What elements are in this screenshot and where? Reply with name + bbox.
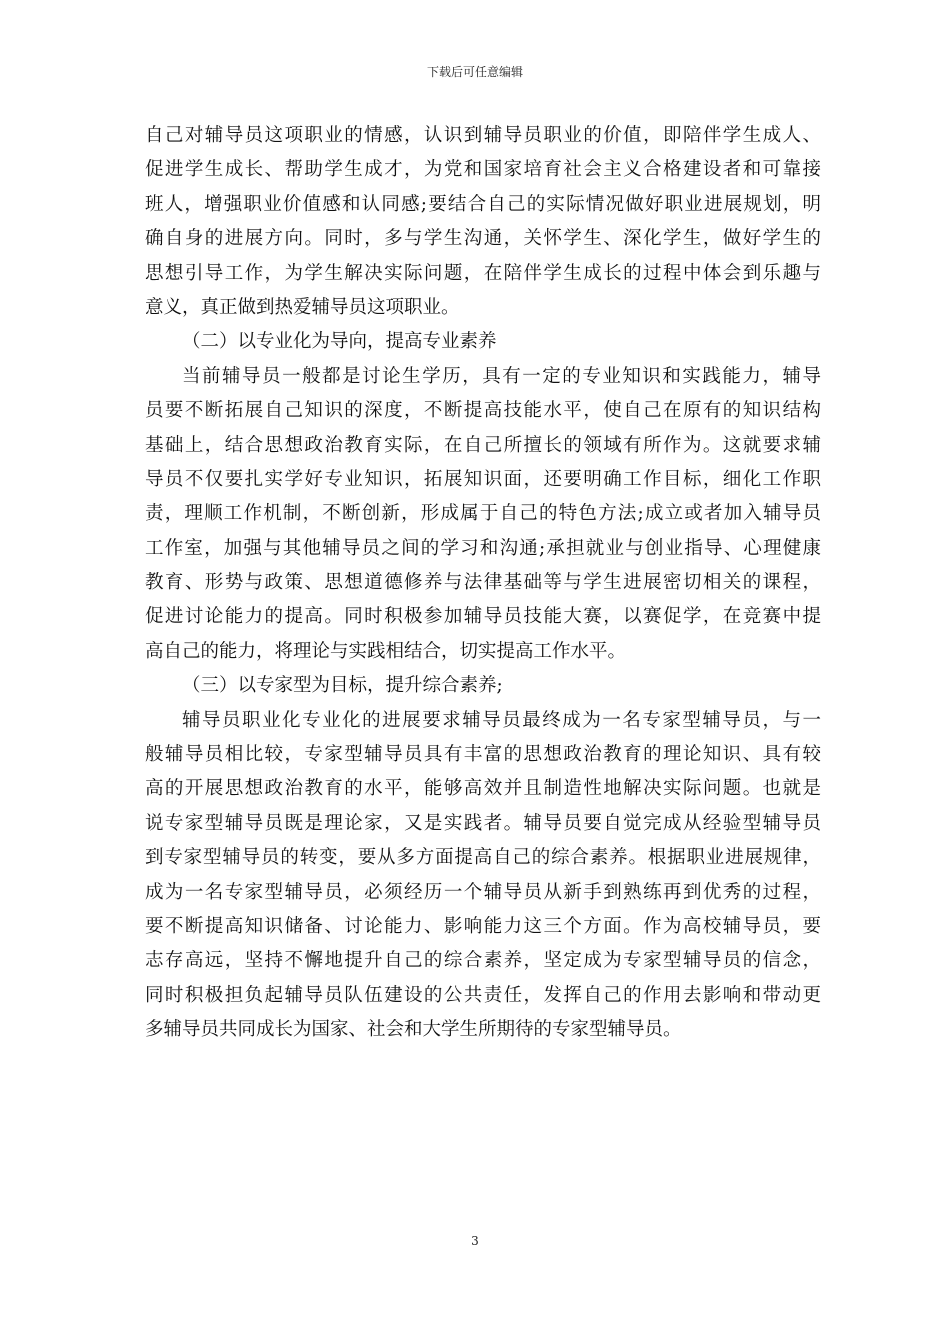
text-line: 高自己的能力，将理论与实践相结合，切实提高工作水平。: [145, 640, 627, 662]
text-line: 确自身的进展方向。同时，多与学生沟通，关怀学生、深化学生，做好学生的: [145, 228, 821, 250]
text-line: 员要不断拓展自己知识的深度，不断提高技能水平，使自己在原有的知识结构: [145, 400, 821, 422]
text-line: 导员不仅要扎实学好专业知识，拓展知识面，还要明确工作目标，细化工作职: [145, 468, 821, 490]
text-line: 般辅导员相比较，专家型辅导员具有丰富的思想政治教育的理论知识、具有较: [145, 744, 821, 766]
text-line: （三）以专家型为目标，提升综合素养;: [182, 675, 503, 697]
section-heading: [145, 325, 821, 359]
section-heading: [145, 669, 821, 703]
text-line: 当前辅导员一般都是讨论生学历，具有一定的专业知识和实践能力，辅导: [182, 365, 821, 387]
text-line: 促进讨论能力的提高。同时积极参加辅导员技能大赛，以赛促学，在竞赛中提: [145, 606, 821, 628]
text-line: 志存高远，坚持不懈地提升自己的综合素养，坚定成为专家型辅导员的信念，: [145, 950, 821, 972]
text-line: 成为一名专家型辅导员，必须经历一个辅导员从新手到熟练再到优秀的过程，: [145, 881, 821, 903]
text-line: 工作室，加强与其他辅导员之间的学习和沟通;承担就业与创业指导、心理健康: [145, 537, 821, 559]
page-header: 下载后可任意编辑: [426, 65, 523, 79]
text-line: 同时积极担负起辅导员队伍建设的公共责任，发挥自己的作用去影响和带动更: [145, 984, 821, 1006]
paragraph: [145, 704, 821, 1048]
text-line: 班人，增强职业价值感和认同感;要结合自己的实际情况做好职业进展规划，明: [145, 193, 821, 215]
text-line: 到专家型辅导员的转变，要从多方面提高自己的综合素养。根据职业进展规律，: [145, 847, 821, 869]
document-body: [145, 119, 821, 1048]
text-line: 多辅导员共同成长为国家、社会和大学生所期待的专家型辅导员。: [145, 1019, 682, 1041]
paragraph: [145, 119, 821, 325]
page-number: 3: [471, 1234, 479, 1248]
text-line: 基础上，结合思想政治教育实际，在自己所擅长的领域有所作为。这就要求辅: [145, 434, 821, 456]
text-line: 促进学生成长、帮助学生成才，为党和国家培育社会主义合格建设者和可靠接: [145, 159, 821, 181]
text-line: 要不断提高知识储备、讨论能力、影响能力这三个方面。作为高校辅导员，要: [145, 915, 821, 937]
text-line: 意义，真正做到热爱辅导员这项职业。: [145, 296, 460, 318]
text-line: 说专家型辅导员既是理论家，又是实践者。辅导员要自觉完成从经验型辅导员: [145, 812, 821, 834]
text-line: 高的开展思想政治教育的水平，能够高效并且制造性地解决实际问题。也就是: [145, 778, 821, 800]
text-line: 辅导员职业化专业化的进展要求辅导员最终成为一名专家型辅导员，与一: [182, 709, 821, 731]
text-line: 思想引导工作，为学生解决实际问题，在陪伴学生成长的过程中体会到乐趣与: [145, 262, 821, 284]
text-line: 教育、形势与政策、思想道德修养与法律基础等与学生进展密切相关的课程，: [145, 572, 821, 594]
paragraph: [145, 360, 821, 670]
text-line: 自己对辅导员这项职业的情感，认识到辅导员职业的价值，即陪伴学生成人、: [145, 125, 821, 146]
text-line: （二）以专业化为导向，提高专业素养: [182, 331, 497, 353]
text-line: 责，理顺工作机制，不断创新，形成属于自己的特色方法;成立或者加入辅导员: [145, 503, 821, 525]
